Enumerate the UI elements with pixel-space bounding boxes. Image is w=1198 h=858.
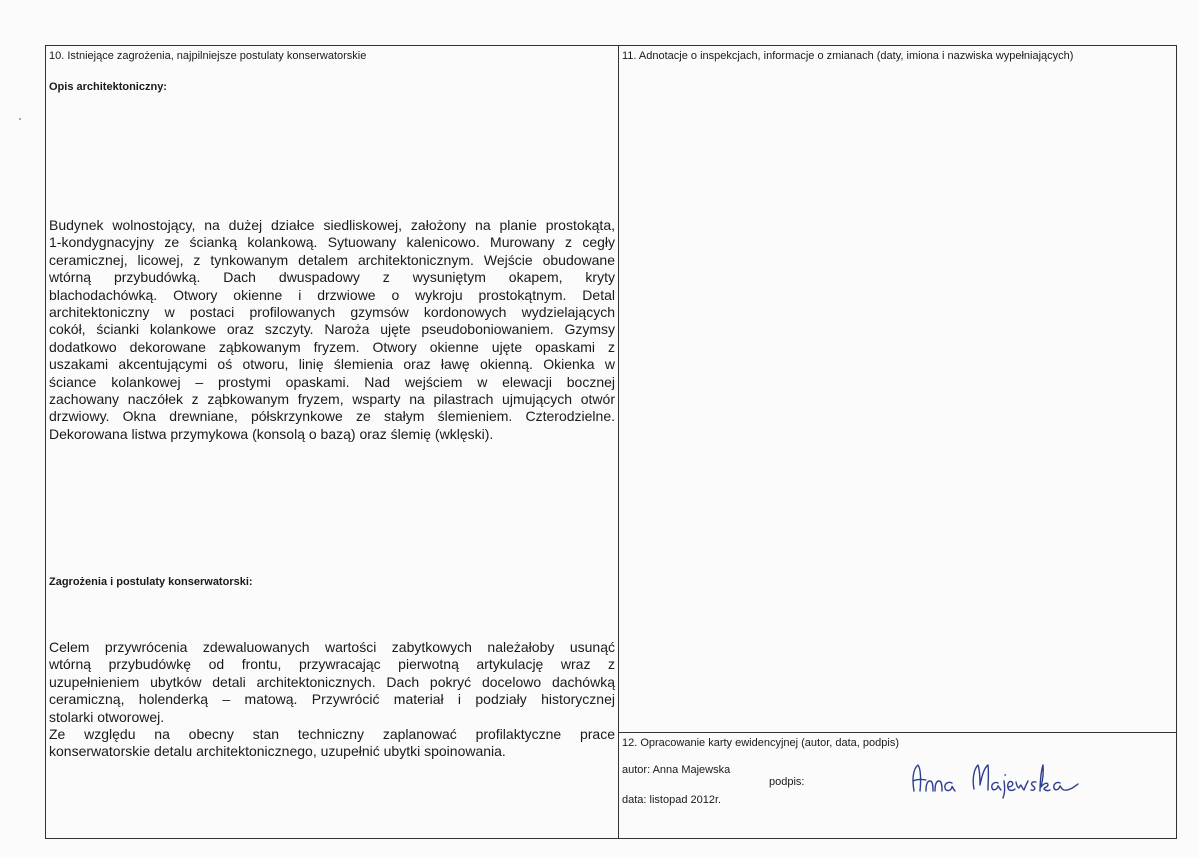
scan-speck <box>19 118 21 120</box>
section-10-header: 10. Istniejące zagrożenia, najpilniejsze postulaty konserwatorskie <box>49 50 367 62</box>
text-line: drzwiowy. Okna drewniane, półskrzynkowe ze stałym ślemieniem. Czterodzielne. <box>49 408 615 425</box>
text-line: Celem przywrócenia zdewaluowanych wartości zabytkowych należałoby usunąć <box>49 639 615 655</box>
threats-heading: Zagrożenia i postulaty konserwatorski: <box>49 576 253 588</box>
text-line: ceramiczną, holenderką – matową. Przywrócić materiał i podziały historycznej <box>49 691 615 708</box>
text-line: uzupełnieniem ubytków detali architektonicznych. Dach pokryć docelowo dachówką <box>49 673 615 690</box>
text-line: wtórną przybudówką. Dach dwuspadowy z wysuniętym okapem, kryty <box>49 269 615 286</box>
evidence-card-sheet <box>45 45 1177 839</box>
section-11-header: 11. Adnotacje o inspekcjach, informacje o zmianach (daty, imiona i nazwiska wypełniających) <box>622 50 1074 62</box>
text-line: stolarki otworowej. <box>49 708 165 725</box>
conservation-postulates <box>49 639 615 761</box>
architectural-description <box>49 217 615 443</box>
section-12-title: 12. Opracowanie karty ewidencyjnej (autor, data, podpis) <box>622 737 899 749</box>
section-11 <box>619 46 1176 838</box>
section-10 <box>46 46 618 838</box>
text-line: dodatkowo dekorowane ząbkowanym fryzem. Otwory okienne ujęte opaskami z <box>49 338 615 355</box>
text-line: wtórną przybudówkę od frontu, przywracając pierwotną artykulację wraz z <box>49 656 615 673</box>
text-line: blachodachówką. Otwory okienne i drzwiowe o wykroju prostokątnym. Detal <box>49 286 615 303</box>
text-line: zachowany naczółek z ząbkowanym fryzem, wsparty na pilastrach ujmujących otwór <box>49 391 615 408</box>
text-line: uszakami akcentującymi oś otworu, linię ślemienia oraz ławę okienną. Okienka w <box>49 356 615 373</box>
handwritten-signature <box>904 757 1084 799</box>
text-line: architektoniczny w postaci profilowanych gzymsów kordonowych wydzielających <box>49 304 615 321</box>
text-line: Ze względu na obecny stan techniczny zaplanować profilaktyczne prace <box>49 726 615 743</box>
author-field: autor: Anna Majewska <box>622 764 731 776</box>
text-line: ceramicznej, licowej, z tynkowanym detalem architektonicznym. Wejście obudowane <box>49 251 615 268</box>
text-line: 1-kondygnacyjny ze ścianką kolankową. Sytuowany kalenicowo. Murowany z cegły <box>49 234 615 251</box>
text-line: Budynek wolnostojący, na dużej działce siedliskowej, założony na planie prostokąta, <box>49 217 615 233</box>
signature-label: podpis: <box>769 776 805 788</box>
text-line: ściance kolankowej – prostymi opaskami. Nad wejściem w elewacji bocznej <box>49 373 615 390</box>
text-line: konserwatorskie detalu architektonicznego, uzupełnić ubytki spoinowania. <box>49 743 506 760</box>
text-line: cokół, ścianki kolankowe oraz szczyty. Naroża ujęte pseudoboniowaniem. Gzymsy <box>49 321 615 338</box>
opis-heading: Opis architektoniczny: <box>49 81 167 93</box>
text-line: Dekorowana listwa przymykowa (konsolą o bazą) oraz ślemię (wklęski). <box>49 425 494 442</box>
section-12-box <box>619 732 1176 838</box>
date-field: data: listopad 2012r. <box>622 794 722 806</box>
